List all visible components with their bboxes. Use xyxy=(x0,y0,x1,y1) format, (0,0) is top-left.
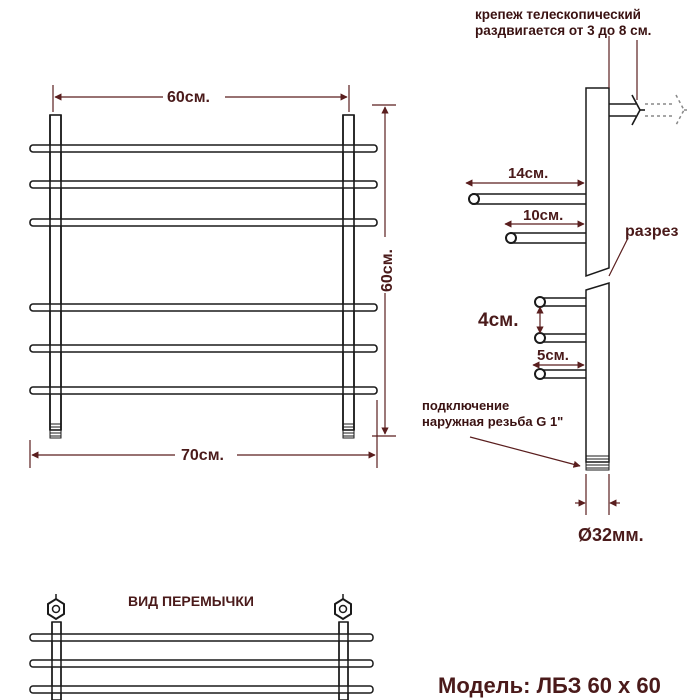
dim-14-label: 14см. xyxy=(508,165,549,182)
upper-post-section xyxy=(586,88,609,276)
side-bar-4 xyxy=(535,333,586,343)
width-top-label: 60см. xyxy=(167,89,210,106)
crossbar-4 xyxy=(30,304,377,311)
side-bar-1 xyxy=(469,194,586,204)
dim-10-label: 10см. xyxy=(523,207,564,224)
jumper-view xyxy=(30,594,373,700)
section-leader xyxy=(609,238,628,276)
jumper-bar-2 xyxy=(30,660,373,667)
right-post xyxy=(343,115,354,430)
jumper-view-title: ВИД ПЕРЕМЫЧКИ xyxy=(128,593,254,609)
left-hex-mount-icon xyxy=(48,594,64,619)
dim-5-label: 5см. xyxy=(537,347,569,364)
front-view xyxy=(30,115,377,438)
model-label: Модель: ЛБЗ 60 х 60 xyxy=(438,673,661,698)
side-bar-5 xyxy=(535,369,586,379)
crossbar-1 xyxy=(30,145,377,152)
dim-4-label: 4см. xyxy=(478,310,519,331)
jumper-bar-3 xyxy=(30,686,373,693)
side-bar-2 xyxy=(506,233,586,243)
telescopic-mount-icon xyxy=(609,95,690,125)
left-post xyxy=(50,115,61,430)
connection-label-line2: наружная резьба G 1" xyxy=(422,414,564,429)
pipe-diameter-label: Ø32мм. xyxy=(578,525,644,545)
mount-note-line2: раздвигается от 3 до 8 см. xyxy=(475,23,652,38)
crossbar-3 xyxy=(30,219,377,226)
crossbar-6 xyxy=(30,387,377,394)
crossbar-2 xyxy=(30,181,377,188)
right-hex-mount-icon xyxy=(335,594,351,619)
side-dimensions xyxy=(466,36,637,515)
mount-note-line1: крепеж телескопический xyxy=(475,7,641,22)
side-bar-3 xyxy=(535,297,586,307)
jumper-bar-1 xyxy=(30,634,373,641)
section-label: разрез xyxy=(625,223,679,240)
connection-label-line1: подключение xyxy=(422,398,510,413)
lower-post-section xyxy=(586,283,609,462)
connection-leader xyxy=(470,437,580,466)
height-label: 60см. xyxy=(379,249,396,292)
width-bottom-label: 70см. xyxy=(181,447,224,464)
front-dimensions xyxy=(30,85,396,468)
crossbar-5 xyxy=(30,345,377,352)
